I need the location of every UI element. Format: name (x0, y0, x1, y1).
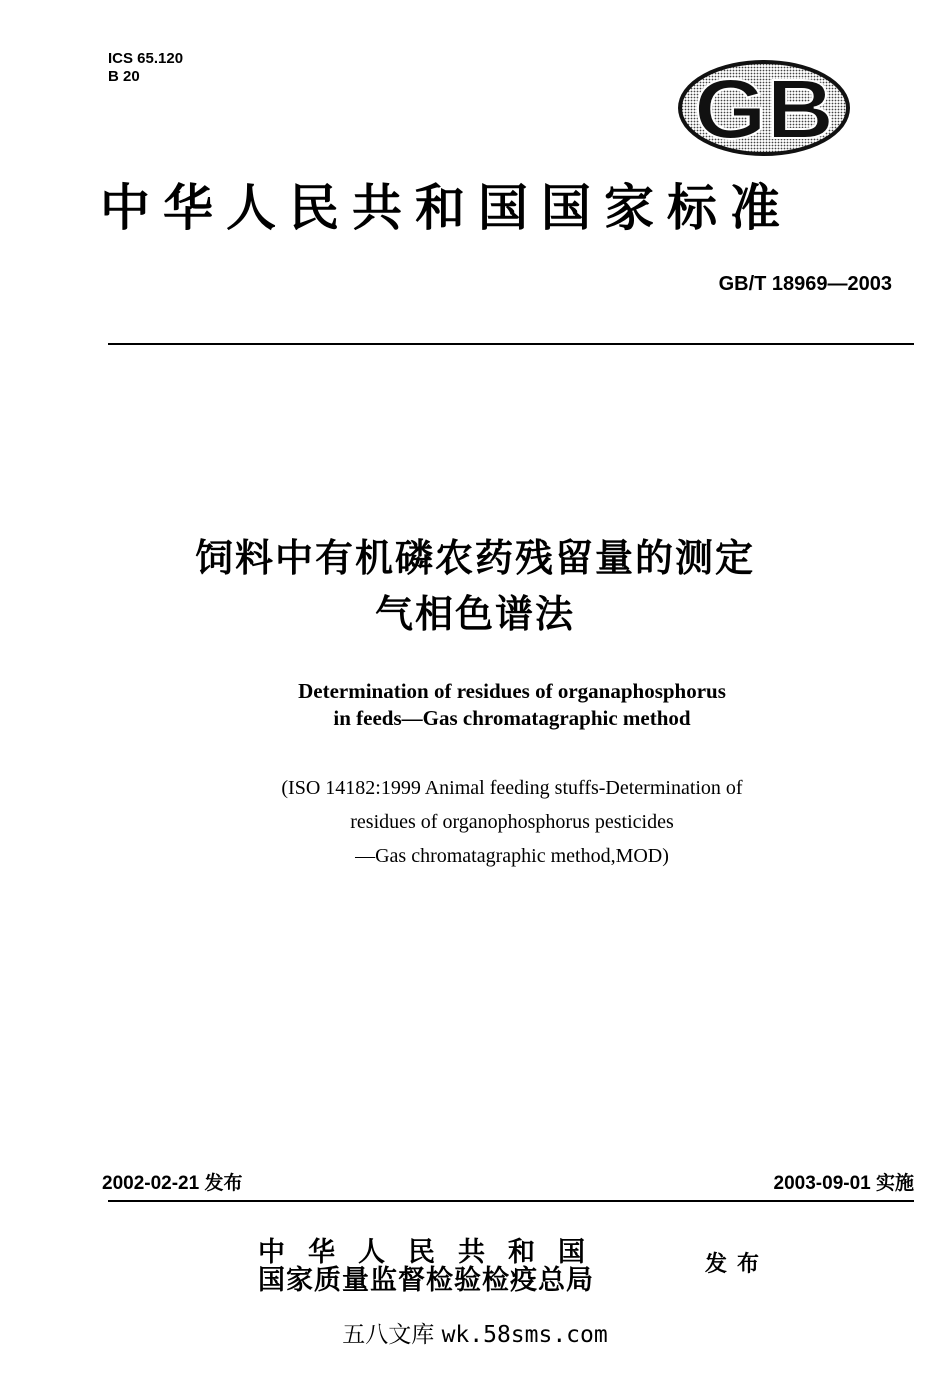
gb-logo (678, 60, 850, 156)
issuer-line-1: 中华人民共和国 (258, 1237, 608, 1268)
english-title-line-1: Determination of residues of organaphosphorus (298, 679, 726, 703)
standard-number: GB/T 18969—2003 (718, 273, 892, 295)
ccs-code: B 20 (108, 68, 140, 85)
issue-date: 2002-02-21 发布 (102, 1173, 243, 1194)
chinese-title (0, 530, 950, 642)
iso-reference-line-1: (ISO 14182:1999 Animal feeding stuffs-Determination of (281, 777, 743, 799)
iso-reference (0, 771, 950, 873)
chinese-title-line-1: 饲料中有机磷农药残留量的测定 (194, 536, 755, 580)
classification-codes (108, 50, 183, 86)
issue-verb: 发布 (705, 1251, 770, 1277)
iso-reference-line-3: —Gas chromatagraphic method,MOD) (355, 845, 669, 867)
national-standard-title: 中华人民共和国国家标准 (100, 179, 793, 237)
chinese-title-line-2: 气相色谱法 (374, 592, 575, 636)
header-divider (108, 343, 914, 345)
english-title-line-2: in feeds—Gas chromatagraphic method (333, 706, 691, 730)
english-title (0, 678, 950, 732)
ics-code: ICS 65.120 (108, 50, 184, 67)
footer-divider (108, 1200, 914, 1202)
gb-logo-text: GB (694, 62, 834, 156)
watermark-site-name: 五八文库 (342, 1322, 435, 1348)
effective-date: 2003-09-01 实施 (773, 1173, 914, 1194)
watermark (0, 1320, 950, 1350)
issuer-line-2: 国家质量监督检验检疫总局 (258, 1265, 594, 1296)
iso-reference-line-2: residues of organophosphorus pesticides (350, 811, 674, 833)
watermark-url[interactable]: wk.58sms.com (441, 1322, 608, 1348)
